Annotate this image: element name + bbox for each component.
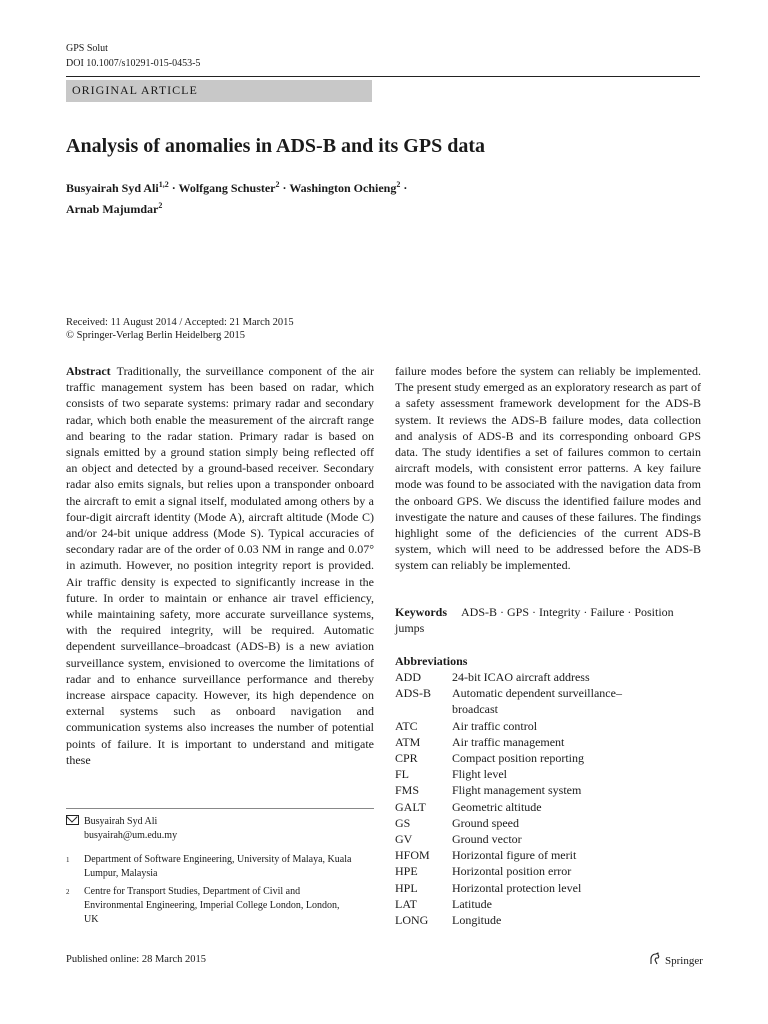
keywords-label: Keywords	[395, 605, 447, 619]
keywords-text: ADS-B · GPS · Integrity · Failure · Position jumps	[395, 605, 674, 636]
abbreviation-definition: Horizontal figure of merit	[452, 848, 577, 863]
publisher-logo	[648, 952, 703, 969]
abbreviations-table	[395, 669, 701, 928]
abbreviation-code: HPL	[395, 880, 418, 895]
author-affiliation-ref: 2	[396, 180, 401, 189]
copyright-notice: © Springer-Verlag Berlin Heidelberg 2015	[66, 330, 246, 341]
abbreviation-definition: Horizontal position error	[452, 864, 572, 879]
header-rule	[66, 76, 700, 77]
abbreviation-code: ADD	[395, 670, 421, 684]
abbreviation-code: FL	[395, 767, 410, 782]
abbreviation-row	[395, 831, 701, 847]
springer-horse-icon	[648, 952, 661, 969]
abbreviation-definition: Compact position reporting	[452, 751, 584, 766]
abstract-column-left	[66, 363, 374, 768]
abstract-text-left: Traditionally, the surveillance component of the air traffic management system has been based on radar, which consists of two separate systems: primary radar and secondary radar, which both enable the measurement of the aircraft range and bearing to the radar station. Primary radar is based on signals emitted by a ground station simply being reflected off an object and detected by a ground-based receiver. Secondary radar also emits signals, but relies upon a transponder onboard the aircraft to emit a signal itself, modulated among others by a four-digit aircraft identity (Mode A), aircraft altitude (Mode C) and/or 24-bit unique address (Mode S). Typical accuracies of secondary radar are of the order of 0.03 NM in range and 0.07° in azimuth. However, no position integrity report is provided. Air traffic density is expected to significantly increase in the future. In order to maintain or enhance air travel efficiency, while maintaining safety, more accurate surveillance systems, with the required integrity, will be required. Automatic dependent surveillance–broadcast (ADS-B) is a new aviation surveillance system, envisioned to overcome the limitations of radar and to enhance surveillance performance and thereby increase airspace capacity. However, its high dependence on external systems such as onboard navigation and communication systems also increases the number of potential points of failure. It is important to understand and mitigate these	[66, 364, 374, 767]
abbreviation-row	[395, 912, 701, 928]
abbreviation-definition: Horizontal protection level	[452, 880, 582, 895]
abbreviation-definition: Flight management system	[452, 783, 582, 798]
abbreviation-row	[395, 847, 701, 863]
author-name[interactable]: Wolfgang Schuster	[178, 181, 276, 195]
abbreviation-row	[395, 799, 701, 815]
author-name[interactable]: Washington Ochieng	[289, 181, 397, 195]
abbreviation-row	[395, 718, 701, 734]
affiliation-1	[66, 853, 356, 883]
abbreviation-code: FMS	[395, 783, 420, 798]
abbreviation-code: HPE	[395, 864, 418, 879]
mail-icon	[66, 815, 79, 825]
abbreviations-heading: Abbreviations	[395, 654, 468, 668]
abbreviation-code: HFOM	[395, 848, 430, 863]
abbreviation-code: LONG	[395, 913, 429, 928]
abbreviation-definition: 24-bit ICAO aircraft address	[452, 670, 590, 684]
author-separator: ·	[168, 181, 179, 195]
abbreviation-row	[395, 734, 701, 750]
abbreviation-row	[395, 669, 701, 685]
affiliation-text: Department of Software Engineering, University of Malaya, Kuala Lumpur, Malaysia	[84, 854, 352, 879]
abbreviation-definition: Ground vector	[452, 832, 522, 847]
abbreviation-row	[395, 685, 701, 717]
abbreviation-definition: Air traffic control	[452, 718, 538, 733]
abbreviation-row	[395, 896, 701, 912]
abbreviation-definition: Flight level	[452, 767, 507, 782]
doi[interactable]: DOI 10.1007/s10291-015-0453-5	[66, 58, 201, 69]
corresponding-author-email[interactable]: busyairah@um.edu.my	[84, 830, 178, 841]
footnote-rule	[66, 808, 374, 809]
published-online-date: Published online: 28 March 2015	[66, 954, 206, 965]
abbreviation-definition: Air traffic management	[452, 734, 565, 749]
author-affiliation-ref: 1,2	[158, 180, 169, 189]
abbreviation-code: ATM	[395, 734, 421, 749]
author-affiliation-ref: 2	[158, 201, 163, 210]
abstract-text-right: failure modes before the system can reliably be implemented. The present study emerged as an exploratory research as part of a safety assessment framework development for the ADS-B system. It reviews the ADS-B failure modes, data collection and analysis of ADS-B and its corresponding onboard GPS data. The study identifies a set of failures common to certain aircraft models, with consistent error patterns. A key failure mode was found to be associated with the navigation data from the onboard GPS. We discuss the identified failure modes and investigate the nature and causes of these failures. The findings highlight some of the deficiencies of the current ADS-B system, which will need to be addressed before the ADS-B system can reliably be implemented.	[395, 364, 701, 573]
abstract-column-right	[395, 363, 701, 574]
keywords	[395, 604, 701, 636]
abbreviation-row	[395, 782, 701, 798]
abbreviation-definition: Latitude	[452, 896, 492, 911]
affiliation-number: 2	[66, 888, 70, 896]
article-title: Analysis of anomalies in ADS-B and its GPS data	[66, 135, 485, 157]
abbreviation-definition: Automatic dependent surveillance–broadcast	[452, 686, 622, 717]
corresponding-author	[66, 815, 178, 841]
author-separator: ·	[400, 181, 408, 195]
affiliation-number: 1	[66, 856, 70, 864]
abbreviation-code: ATC	[395, 718, 418, 733]
abbreviation-row	[395, 815, 701, 831]
affiliation-text: Centre for Transport Studies, Department of Civil and Environmental Engineering, Imperial College London, London, UK	[84, 886, 340, 925]
author-name[interactable]: Busyairah Syd Ali	[66, 181, 159, 195]
abbreviation-code: GALT	[395, 799, 426, 814]
received-accepted-dates: Received: 11 August 2014 / Accepted: 21 March 2015	[66, 317, 294, 328]
corresponding-author-name: Busyairah Syd Ali	[84, 816, 158, 827]
author-list	[66, 176, 486, 218]
abbreviation-row	[395, 750, 701, 766]
author-separator: ·	[279, 181, 290, 195]
abbreviation-code: LAT	[395, 896, 417, 911]
article-type-banner: ORIGINAL ARTICLE	[66, 80, 372, 102]
publisher-name: Springer	[665, 954, 703, 967]
abbreviation-definition: Ground speed	[452, 815, 519, 830]
journal-name: GPS Solut	[66, 43, 108, 54]
abbreviation-code: ADS-B	[395, 686, 432, 701]
abbreviation-row	[395, 766, 701, 782]
abbreviation-code: GV	[395, 832, 413, 847]
abbreviation-row	[395, 863, 701, 879]
author-name[interactable]: Arnab Majumdar	[66, 202, 159, 216]
abbreviation-code: GS	[395, 815, 411, 830]
abbreviation-code: CPR	[395, 751, 418, 766]
author-affiliation-ref: 2	[275, 180, 280, 189]
abbreviation-row	[395, 880, 701, 896]
abbreviation-definition: Longitude	[452, 913, 502, 928]
affiliation-2	[66, 885, 356, 929]
abbreviation-definition: Geometric altitude	[452, 799, 542, 814]
abstract-label: Abstract	[66, 364, 111, 378]
